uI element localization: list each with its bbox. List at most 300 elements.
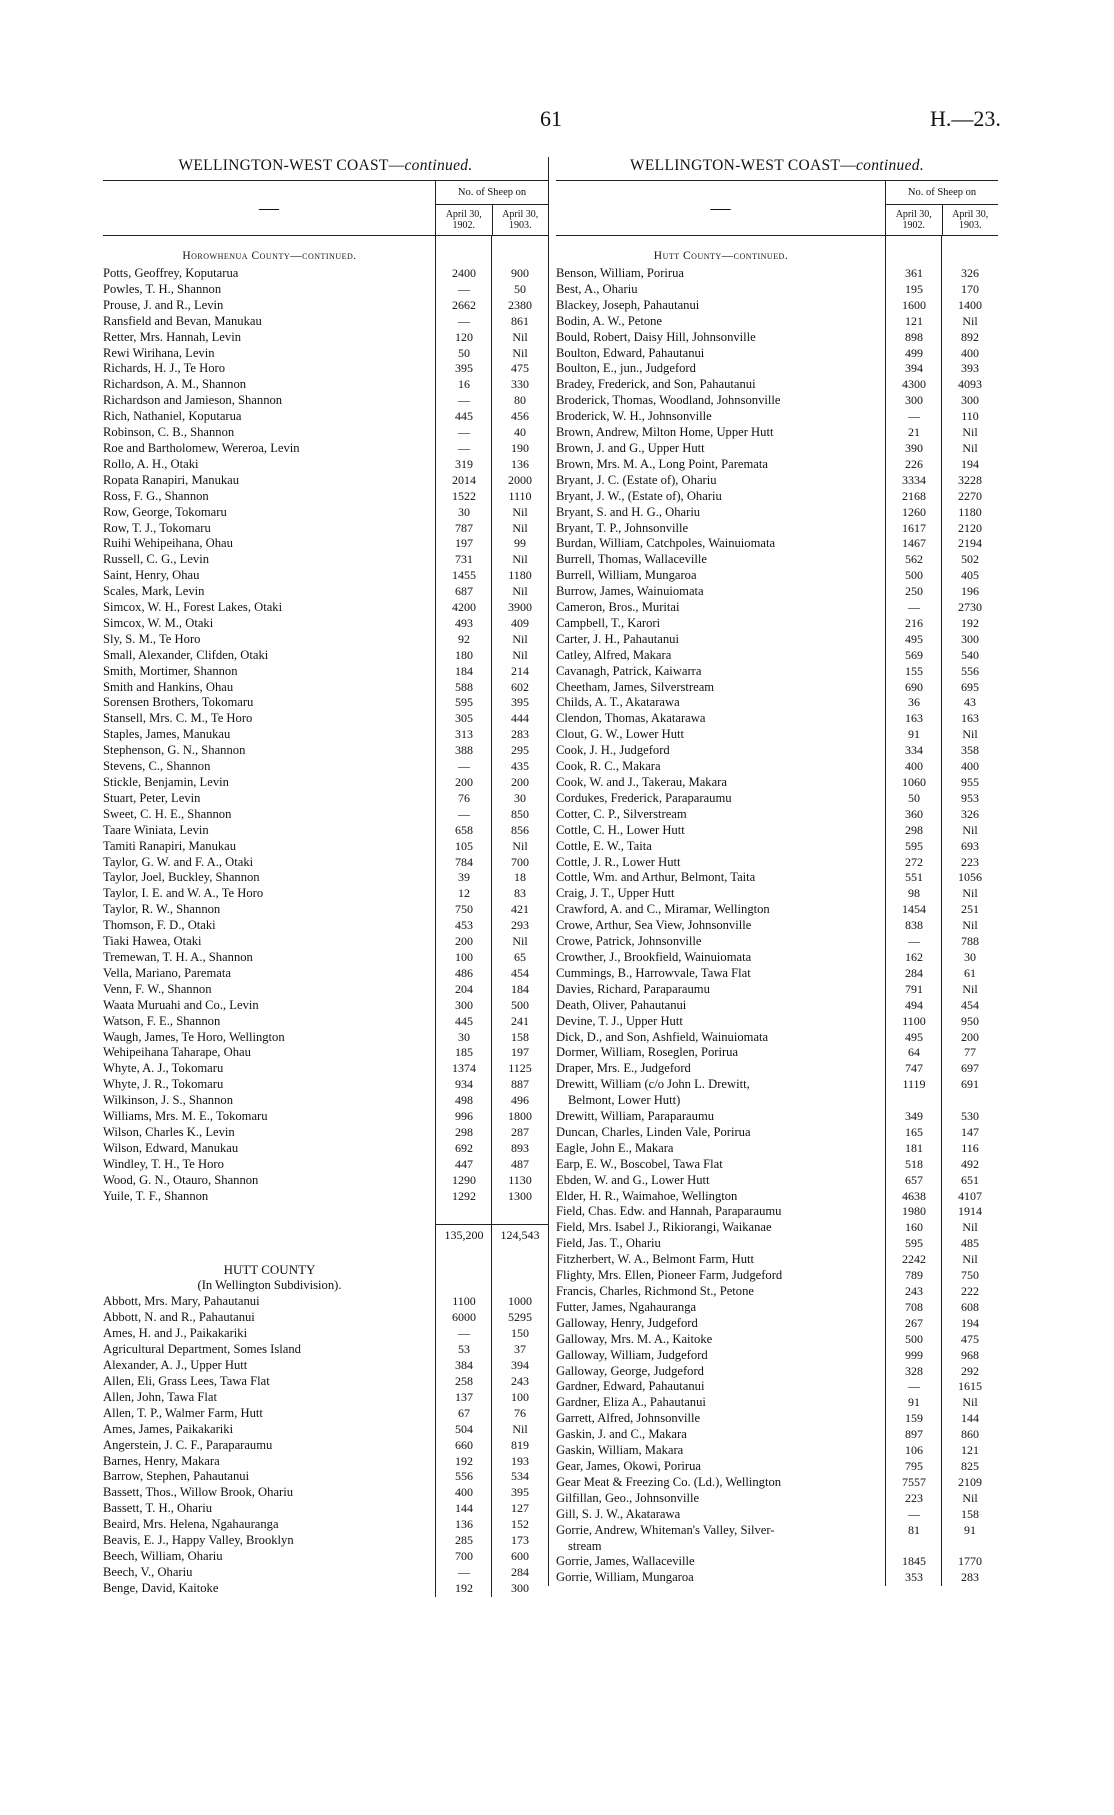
- sheep-1902: 504: [455, 1421, 473, 1436]
- owner-name: Flighty, Mrs. Ellen, Pioneer Farm, Judgeford: [556, 1268, 783, 1283]
- sheep-1903: 194: [961, 456, 979, 471]
- owner-name: Simcox, W. M., Otaki: [103, 615, 214, 630]
- sheep-1902: 334: [905, 743, 923, 758]
- owner-name: Gear, James, Okowi, Porirua: [556, 1458, 701, 1473]
- left-header-no-sheep: No. of Sheep on: [436, 181, 548, 205]
- sheep-1902: 494: [905, 997, 923, 1012]
- sheep-1903: 968: [961, 1347, 979, 1362]
- table-row: [103, 791, 548, 807]
- sheep-1903: 3228: [958, 472, 982, 487]
- sheep-1902: 500: [905, 1331, 923, 1346]
- owner-name: Cavanagh, Patrick, Kaiwarra: [556, 663, 702, 678]
- owner-name: Richardson and Jamieson, Shannon: [103, 393, 283, 408]
- table-row: [556, 855, 998, 871]
- owner-name: Craig, J. T., Upper Hutt: [556, 886, 675, 901]
- sheep-1903: 251: [961, 902, 979, 917]
- sheep-1903: 43: [964, 695, 976, 710]
- sheep-1903: 4107: [958, 1188, 982, 1203]
- table-row: [556, 1061, 998, 1077]
- table-row: [103, 425, 548, 441]
- sheep-1902: 1980: [902, 1204, 926, 1219]
- right-column-title: WELLINGTON-WEST COAST—continued.: [629, 157, 924, 174]
- sheep-1902: 787: [455, 520, 473, 535]
- sheep-1902: 204: [455, 981, 473, 996]
- owner-name: Waata Muruahi and Co., Levin: [103, 997, 259, 1012]
- sheep-1902: —: [908, 1379, 920, 1394]
- owner-name: Simcox, W. H., Forest Lakes, Otaki: [103, 600, 283, 615]
- sheep-1902: 328: [905, 1363, 923, 1378]
- sheep-1902: 50: [908, 790, 920, 805]
- section-subheading-hutt: (In Wellington Subdivision).: [197, 1278, 342, 1293]
- sheep-1903: 540: [961, 647, 979, 662]
- table-row: [103, 1438, 548, 1454]
- sheep-1902: 76: [458, 790, 470, 805]
- sheep-1902: 3334: [902, 472, 926, 487]
- owner-name: Cheetham, James, Silverstream: [556, 679, 715, 694]
- owner-name: Brown, J. and G., Upper Hutt: [556, 440, 705, 455]
- owner-name: Broderick, Thomas, Woodland, Johnsonville: [556, 393, 781, 408]
- table-row: [556, 1077, 998, 1093]
- table-row: [103, 1342, 548, 1358]
- sheep-1903: 556: [961, 663, 979, 678]
- sheep-1903: 37: [514, 1342, 526, 1357]
- sheep-1902: 300: [455, 997, 473, 1012]
- sheep-1903: 1914: [958, 1204, 982, 1219]
- sheep-1903: 158: [961, 1506, 979, 1521]
- owner-name: Field, Mrs. Isabel J., Rikiorangi, Waikanae: [556, 1220, 772, 1235]
- owner-name: Crowther, J., Brookfield, Wainuiomata: [556, 949, 752, 964]
- owner-name: Francis, Charles, Richmond St., Petone: [556, 1284, 754, 1298]
- sheep-1903: 1130: [508, 1172, 532, 1187]
- sheep-1902: 1060: [902, 775, 926, 789]
- owner-name: Gaskin, William, Makara: [556, 1443, 684, 1458]
- table-row: [103, 1141, 548, 1157]
- table-row: [556, 918, 998, 934]
- sheep-1903: 602: [511, 679, 529, 694]
- section-heading-hutt-continued: Hutt County—continued.: [653, 250, 789, 262]
- table-row: [103, 552, 548, 568]
- table-row: [556, 361, 998, 377]
- table-row: [556, 1395, 998, 1411]
- owner-name: Galloway, Mrs. M. A., Kaitoke: [556, 1331, 713, 1346]
- sheep-1903: 283: [511, 727, 529, 742]
- sheep-1902: 353: [905, 1570, 923, 1585]
- sheep-1903: 40: [514, 425, 526, 440]
- table-row: [103, 1093, 548, 1109]
- owner-name: Cook, W. and J., Takerau, Makara: [556, 775, 727, 789]
- sheep-1903: Nil: [512, 504, 528, 519]
- owner-name: Ruihi Wehipeihana, Ohau: [103, 536, 233, 551]
- table-row: [556, 870, 998, 886]
- sheep-1902: 400: [455, 1485, 473, 1500]
- sheep-1902: 159: [905, 1411, 923, 1426]
- owner-name: Cotter, C. P., Silverstream: [556, 806, 687, 821]
- sheep-1903: Nil: [512, 1421, 528, 1436]
- sheep-1903: 2120: [958, 520, 982, 535]
- owner-name: stream: [568, 1538, 602, 1553]
- sheep-1903: 158: [511, 1029, 529, 1044]
- sheep-1902: 838: [905, 918, 923, 933]
- owner-name: Windley, T. H., Te Horo: [103, 1156, 224, 1171]
- owner-name: Beaird, Mrs. Helena, Ngahauranga: [103, 1517, 279, 1532]
- sheep-1902: 200: [455, 775, 473, 789]
- table-row: [556, 1030, 998, 1046]
- owner-name: Brown, Mrs. M. A., Long Point, Paremata: [556, 456, 768, 471]
- table-row: [103, 998, 548, 1014]
- sheep-1902: 100: [455, 949, 473, 964]
- total-1903: 124,543: [492, 1224, 548, 1243]
- table-row: [556, 1554, 998, 1570]
- sheep-1903: 200: [961, 1029, 979, 1044]
- owner-name: Taylor, Joel, Buckley, Shannon: [103, 870, 260, 885]
- sheep-1902: 137: [455, 1389, 473, 1404]
- sheep-1902: 181: [905, 1140, 923, 1155]
- owner-name: Taylor, G. W. and F. A., Otaki: [103, 854, 254, 869]
- table-row: [556, 695, 998, 711]
- sheep-1902: 388: [455, 743, 473, 758]
- owner-name: Bradey, Frederick, and Son, Pahautanui: [556, 377, 756, 392]
- sheep-1902: 284: [905, 965, 923, 980]
- owner-name: Wilson, Edward, Manukau: [103, 1140, 239, 1155]
- sheep-1903: 152: [511, 1517, 529, 1532]
- table-row: [556, 1268, 998, 1284]
- sheep-1903: 3900: [508, 600, 532, 615]
- table-row: [556, 1204, 998, 1220]
- table-row: [556, 648, 998, 664]
- table-row: [556, 505, 998, 521]
- sheep-1903: Nil: [512, 647, 528, 662]
- sheep-1903: 788: [961, 934, 979, 949]
- owner-name: Drewitt, William, Paraparaumu: [556, 1109, 715, 1124]
- table-row: [556, 1539, 998, 1555]
- sheep-1903: 394: [511, 1358, 529, 1373]
- table-row: [103, 950, 548, 966]
- table-row: [556, 966, 998, 982]
- sheep-1902: 2400: [452, 266, 476, 280]
- owner-name: Rewi Wirihana, Levin: [103, 345, 215, 360]
- owner-name: Stuart, Peter, Levin: [103, 790, 201, 805]
- left-header-1902: April 30, 1902.: [445, 209, 482, 231]
- sheep-1903: 144: [961, 1411, 979, 1426]
- sheep-1902: 360: [905, 806, 923, 821]
- table-row: [103, 441, 548, 457]
- owner-name: Dormer, William, Roseglen, Porirua: [556, 1045, 739, 1060]
- sheep-1902: 400: [905, 759, 923, 774]
- table-row: [556, 393, 998, 409]
- owner-name: Campbell, T., Karori: [556, 615, 661, 630]
- table-row: [556, 1109, 998, 1125]
- sheep-1902: 518: [905, 1156, 923, 1171]
- sheep-1902: 784: [455, 854, 473, 869]
- sheep-1903: 1615: [958, 1379, 982, 1394]
- owner-name: Ross, F. G., Shannon: [103, 488, 209, 503]
- table-row: [103, 711, 548, 727]
- table-row: [556, 1300, 998, 1316]
- table-row: [103, 1565, 548, 1581]
- table-row: [103, 648, 548, 664]
- sheep-1902: 551: [905, 870, 923, 885]
- sheep-1902: —: [908, 934, 920, 949]
- sheep-1903: 2380: [508, 297, 532, 312]
- owner-name: Bryant, T. P., Johnsonville: [556, 520, 689, 535]
- owner-name: Richardson, A. M., Shannon: [103, 377, 247, 392]
- sheep-1903: Nil: [512, 345, 528, 360]
- owner-name: Barnes, Henry, Makara: [103, 1453, 220, 1468]
- owner-name: Potts, Geoffrey, Koputarua: [103, 266, 239, 280]
- owner-name: Boulton, Edward, Pahautanui: [556, 345, 705, 360]
- table-row: [103, 1422, 548, 1438]
- sheep-1902: 155: [905, 663, 923, 678]
- right-header-1903: April 30, 1903.: [942, 205, 999, 235]
- owner-name: Devine, T. J., Upper Hutt: [556, 1013, 683, 1028]
- owner-name: Boulton, E., jun., Judgeford: [556, 361, 696, 376]
- right-header-no-sheep: No. of Sheep on: [886, 181, 998, 205]
- owner-name: Cook, R. C., Makara: [556, 759, 661, 774]
- table-row: [103, 314, 548, 330]
- owner-name: Taylor, R. W., Shannon: [103, 902, 221, 917]
- sheep-1902: 91: [908, 727, 920, 742]
- table-row: [556, 552, 998, 568]
- sheep-1902: 7557: [902, 1474, 926, 1489]
- sheep-1902: 1845: [902, 1554, 926, 1569]
- sheep-1903: Nil: [512, 631, 528, 646]
- owner-name: Allen, T. P., Walmer Farm, Hutt: [103, 1405, 263, 1420]
- table-row: [103, 473, 548, 489]
- sheep-1903: Nil: [962, 822, 978, 837]
- sheep-1903: 950: [961, 1013, 979, 1028]
- owner-name: Bryant, J. C. (Estate of), Ohariu: [556, 472, 717, 487]
- sheep-1903: 700: [511, 854, 529, 869]
- table-row: [556, 377, 998, 393]
- owner-name: Bassett, Thos., Willow Brook, Ohariu: [103, 1485, 294, 1500]
- sheep-1903: 197: [511, 1045, 529, 1060]
- table-row: [556, 1014, 998, 1030]
- owner-name: Small, Alexander, Clifden, Otaki: [103, 647, 269, 662]
- sheep-1902: 30: [458, 1029, 470, 1044]
- owner-name: Burrell, Thomas, Wallaceville: [556, 552, 708, 567]
- sheep-1902: —: [458, 759, 470, 774]
- table-row: [103, 966, 548, 982]
- sheep-1903: 214: [511, 663, 529, 678]
- table-row: [556, 1141, 998, 1157]
- sheep-1902: 192: [455, 1580, 473, 1595]
- table-row: [556, 346, 998, 362]
- sheep-1902: 162: [905, 949, 923, 964]
- sheep-1902: 999: [905, 1347, 923, 1362]
- sheep-1902: 305: [455, 711, 473, 726]
- sheep-1902: 499: [905, 345, 923, 360]
- sheep-1902: —: [458, 1326, 470, 1341]
- sheep-1903: 283: [961, 1570, 979, 1585]
- owner-name: Carter, J. H., Pahautanui: [556, 631, 679, 646]
- sheep-1902: 2014: [452, 472, 476, 487]
- sheep-1903: 326: [961, 806, 979, 821]
- sheep-1902: 445: [455, 1013, 473, 1028]
- sheep-1902: 660: [455, 1437, 473, 1452]
- sheep-1902: 2662: [452, 297, 476, 312]
- owner-name: Benson, William, Porirua: [556, 266, 684, 280]
- sheep-1902: 98: [908, 886, 920, 901]
- sheep-1902: 588: [455, 679, 473, 694]
- sheep-1903: 5295: [508, 1310, 532, 1325]
- table-row: [556, 1459, 998, 1475]
- owner-name: Richards, H. J., Te Horo: [103, 361, 226, 376]
- sheep-1902: 731: [455, 552, 473, 567]
- sheep-1902: —: [908, 600, 920, 615]
- table-row: [556, 759, 998, 775]
- sheep-1902: 789: [905, 1268, 923, 1283]
- sheep-1903: 2270: [958, 488, 982, 503]
- sheep-1902: —: [908, 1506, 920, 1521]
- sheep-1903: 241: [511, 1013, 529, 1028]
- sheep-1903: 887: [511, 1077, 529, 1092]
- sheep-1903: Nil: [962, 440, 978, 455]
- sheep-1902: 1374: [452, 1061, 476, 1076]
- table-row: [556, 775, 998, 791]
- owner-name: Retter, Mrs. Hannah, Levin: [103, 329, 241, 344]
- right-column: [548, 157, 998, 1586]
- sheep-1902: —: [458, 806, 470, 821]
- owner-name: Crawford, A. and C., Miramar, Wellington: [556, 902, 770, 917]
- sheep-1902: 690: [905, 679, 923, 694]
- sheep-1902: 1100: [452, 1294, 476, 1309]
- table-row: [103, 1533, 548, 1549]
- table-row: [103, 1173, 548, 1189]
- table-row: [103, 1109, 548, 1125]
- table-row: [103, 1157, 548, 1173]
- sheep-1903: 485: [961, 1236, 979, 1251]
- sheep-1902: 6000: [452, 1310, 476, 1325]
- sheep-1902: 692: [455, 1140, 473, 1155]
- owner-name: Rollo, A. H., Otaki: [103, 456, 199, 471]
- sheep-1902: 361: [905, 266, 923, 280]
- sheep-1903: 893: [511, 1140, 529, 1155]
- sheep-1902: 708: [905, 1299, 923, 1314]
- owner-name: Ames, H. and J., Paikakariki: [103, 1326, 248, 1341]
- sheep-1903: 454: [961, 997, 979, 1012]
- sheep-1902: 258: [455, 1374, 473, 1388]
- owner-name: Belmont, Lower Hutt): [568, 1093, 681, 1108]
- sheep-1902: 272: [905, 854, 923, 869]
- table-row: [556, 1252, 998, 1268]
- sheep-1902: 562: [905, 552, 923, 567]
- table-row: [103, 918, 548, 934]
- table-row: [556, 1411, 998, 1427]
- sheep-1902: 394: [905, 361, 923, 376]
- sheep-1903: 30: [964, 949, 976, 964]
- sheep-1902: 384: [455, 1358, 473, 1373]
- sheep-1902: 136: [455, 1517, 473, 1532]
- table-row: [103, 1469, 548, 1485]
- table-row: [103, 1061, 548, 1077]
- sheep-1903: 850: [511, 806, 529, 821]
- sheep-1903: 892: [961, 329, 979, 344]
- sheep-1903: 222: [961, 1284, 979, 1298]
- sheep-1902: 747: [905, 1061, 923, 1076]
- table-row: [103, 521, 548, 537]
- sheep-1903: 395: [511, 1485, 529, 1500]
- table-row: [103, 600, 548, 616]
- sheep-1902: 791: [905, 981, 923, 996]
- owner-name: Field, Chas. Edw. and Hannah, Paraparaumu: [556, 1204, 782, 1219]
- owner-name: Cook, J. H., Judgeford: [556, 743, 670, 758]
- owner-name: Galloway, George, Judgeford: [556, 1363, 704, 1378]
- sheep-1903: 1800: [508, 1109, 532, 1124]
- sheep-1902: 81: [908, 1522, 920, 1537]
- owner-name: Cordukes, Frederick, Paraparaumu: [556, 790, 732, 805]
- sheep-1903: 1180: [508, 568, 532, 583]
- sheep-1902: 313: [455, 727, 473, 742]
- owner-name: Scales, Mark, Levin: [103, 584, 205, 599]
- sheep-1902: 180: [455, 647, 473, 662]
- owner-name: Elder, H. R., Waimahoe, Wellington: [556, 1188, 738, 1203]
- sheep-1902: 4638: [902, 1188, 926, 1203]
- owner-name: Row, George, Tokomaru: [103, 504, 227, 519]
- sheep-1903: Nil: [962, 981, 978, 996]
- table-row: [556, 1157, 998, 1173]
- table-row: [103, 632, 548, 648]
- table-row: [556, 1443, 998, 1459]
- owner-name: Waugh, James, Te Horo, Wellington: [103, 1029, 285, 1044]
- sheep-1903: 1180: [958, 504, 982, 519]
- sheep-1902: 64: [908, 1045, 920, 1060]
- sheep-1902: —: [458, 440, 470, 455]
- table-row: [556, 839, 998, 855]
- table-row: [103, 584, 548, 600]
- table-row: [103, 1294, 548, 1310]
- sheep-1902: —: [458, 1564, 470, 1579]
- sheep-1903: 184: [511, 981, 529, 996]
- sheep-1903: Nil: [512, 552, 528, 567]
- table-row: [103, 1326, 548, 1342]
- sheep-1902: 1455: [452, 568, 476, 583]
- sheep-1902: 1454: [902, 902, 926, 917]
- owner-name: Dick, D., and Son, Ashfield, Wainuiomata: [556, 1029, 769, 1044]
- table-row: [556, 568, 998, 584]
- sheep-1902: 569: [905, 647, 923, 662]
- sheep-1902: 105: [455, 838, 473, 853]
- table-row: [103, 902, 548, 918]
- table-row: [103, 1454, 548, 1470]
- table-row: [103, 664, 548, 680]
- table-row: [103, 759, 548, 775]
- sheep-1903: 293: [511, 918, 529, 933]
- sheep-1903: 955: [961, 775, 979, 789]
- sheep-1903: 1056: [958, 870, 982, 885]
- sheep-1902: 39: [458, 870, 470, 885]
- table-row: [103, 457, 548, 473]
- sheep-1903: 127: [511, 1501, 529, 1516]
- sheep-1903: 953: [961, 790, 979, 805]
- sheep-1902: 1467: [902, 536, 926, 551]
- left-column-title: WELLINGTON-WEST COAST—continued.: [178, 157, 473, 174]
- owner-name: Sly, S. M., Te Horo: [103, 631, 201, 646]
- sheep-1902: 4300: [902, 377, 926, 392]
- owner-name: Tremewan, T. H. A., Shannon: [103, 949, 253, 964]
- sheep-1903: 856: [511, 822, 529, 837]
- owner-name: Ames, James, Paikakariki: [103, 1421, 234, 1436]
- table-row: [556, 1364, 998, 1380]
- table-row: [103, 870, 548, 886]
- table-row: [103, 1549, 548, 1565]
- sheep-1903: Nil: [962, 1490, 978, 1505]
- table-row: [556, 536, 998, 552]
- owner-name: Clout, G. W., Lower Hutt: [556, 727, 685, 742]
- sheep-1903: 608: [961, 1299, 979, 1314]
- sheep-1903: 196: [961, 584, 979, 599]
- owner-name: Bould, Robert, Daisy Hill, Johnsonville: [556, 329, 756, 344]
- owner-name: Beech, William, Ohariu: [103, 1548, 223, 1563]
